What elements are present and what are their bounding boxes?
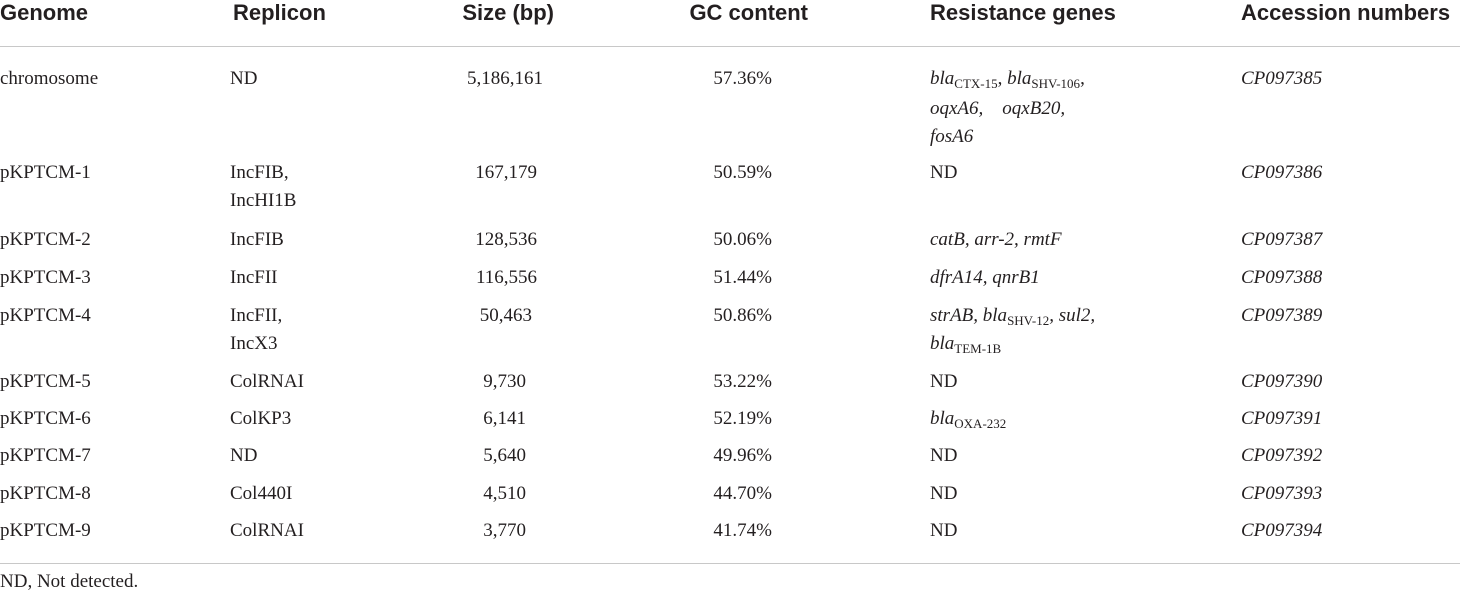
table-row-accession: CP097392 <box>1241 445 1323 466</box>
table-row-size: 128,536 <box>475 229 537 250</box>
table-row-genes: dfrA14, qnrB1 <box>930 267 1040 288</box>
table-row-size: 50,463 <box>479 305 532 326</box>
table-row-genes: ND <box>930 162 958 183</box>
gene-name: bla <box>930 408 955 429</box>
table-row-genes-line2 <box>930 331 1001 357</box>
table-row-size: 167,179 <box>475 162 537 183</box>
gene-subscript: TEM-1B <box>954 341 1002 356</box>
table-row-gc: 57.36% <box>713 68 772 89</box>
gene-name: bla <box>1007 68 1032 89</box>
header-rule <box>0 46 1460 47</box>
table-row-accession: CP097388 <box>1241 267 1323 288</box>
table-row-genes-line3: fosA6 <box>930 126 974 147</box>
table-row-size: 5,186,161 <box>467 68 543 89</box>
table-row-size: 3,770 <box>483 520 526 541</box>
table-row-genome: chromosome <box>0 68 99 89</box>
table-row-genome: pKPTCM-9 <box>0 520 91 541</box>
table-row-accession: CP097386 <box>1241 162 1323 183</box>
table-row-genome: pKPTCM-5 <box>0 371 91 392</box>
table-row-genes: catB, arr-2, rmtF <box>930 229 1062 250</box>
table-row-replicon-line2: IncX3 <box>230 333 278 354</box>
table-row-genes <box>930 406 1006 432</box>
table-row-genome: pKPTCM-2 <box>0 229 91 250</box>
header-accession: Accession numbers <box>1241 0 1451 25</box>
table-row-replicon-line2: IncHI1B <box>230 190 297 211</box>
table-row-replicon: ColRNAI <box>230 520 304 541</box>
table-row-genes: ND <box>930 483 958 504</box>
table-row-genome: pKPTCM-6 <box>0 408 91 429</box>
table-row-gc: 50.59% <box>713 162 772 183</box>
gene-name: strAB, <box>930 305 983 326</box>
gene-name: bla <box>930 68 955 89</box>
gene-name: bla <box>982 305 1008 326</box>
table-row-size: 9,730 <box>483 371 526 392</box>
table-row-genes <box>930 303 1095 329</box>
header-gc: GC content <box>689 0 808 25</box>
table-row-replicon: IncFII <box>230 267 278 288</box>
gene-name: bla <box>930 333 955 354</box>
table-row-gc: 53.22% <box>713 371 772 392</box>
table-row-genome: pKPTCM-7 <box>0 445 91 466</box>
table-row-genome: pKPTCM-4 <box>0 305 91 326</box>
gene-name: , sul2, <box>1049 305 1096 326</box>
table-row-size: 116,556 <box>475 267 537 288</box>
table-row-genome: pKPTCM-8 <box>0 483 91 504</box>
gene-separator: , <box>1080 68 1085 89</box>
table-row-accession: CP097394 <box>1241 520 1323 541</box>
table-row-genome: pKPTCM-1 <box>0 162 91 183</box>
table-row-gc: 50.06% <box>713 229 772 250</box>
table-row-genes <box>930 66 1085 92</box>
table-row-replicon: ND <box>230 68 258 89</box>
table-row-accession: CP097389 <box>1241 305 1323 326</box>
table-row-gc: 41.74% <box>713 520 772 541</box>
table-row-accession: CP097391 <box>1241 408 1323 429</box>
table-row-replicon: IncFIB <box>230 229 284 250</box>
table-row-genes: ND <box>930 371 958 392</box>
table-row-replicon: ND <box>230 445 258 466</box>
table-row-replicon: IncFII, <box>230 305 283 326</box>
gene-subscript: SHV-106 <box>1031 76 1081 91</box>
table-row-gc: 44.70% <box>713 483 772 504</box>
table-row-gc: 49.96% <box>713 445 772 466</box>
table-row-replicon: Col440I <box>230 483 293 504</box>
table-row-accession: CP097390 <box>1241 371 1323 392</box>
table-row-gc: 52.19% <box>713 408 772 429</box>
table-row-replicon: ColRNAI <box>230 371 304 392</box>
table-row-accession: CP097387 <box>1241 229 1323 250</box>
table-row-gc: 51.44% <box>713 267 772 288</box>
table-row-genes-line2: oqxA6, oqxB20, <box>930 98 1066 119</box>
header-replicon: Replicon <box>233 0 326 25</box>
table-row-gc: 50.86% <box>713 305 772 326</box>
table-row-accession: CP097393 <box>1241 483 1323 504</box>
table-row-size: 5,640 <box>483 445 526 466</box>
gene-subscript: CTX-15 <box>954 76 998 91</box>
table-row-size: 6,141 <box>483 408 526 429</box>
gene-subscript: OXA-232 <box>954 416 1007 431</box>
header-resistance: Resistance genes <box>930 0 1116 25</box>
table-bottom-rule <box>0 563 1460 564</box>
table-row-genes: ND <box>930 445 958 466</box>
footnote: ND, Not detected. <box>0 571 139 592</box>
header-size: Size (bp) <box>462 0 554 25</box>
table-row-genome: pKPTCM-3 <box>0 267 91 288</box>
header-genome: Genome <box>0 0 89 25</box>
gene-subscript: SHV-12 <box>1007 313 1050 328</box>
table-row-size: 4,510 <box>483 483 526 504</box>
table-row-replicon: IncFIB, <box>230 162 289 183</box>
gene-separator: , <box>997 68 1008 89</box>
table-row-genes: ND <box>930 520 958 541</box>
table-row-replicon: ColKP3 <box>230 408 292 429</box>
table-row-accession: CP097385 <box>1241 68 1323 89</box>
